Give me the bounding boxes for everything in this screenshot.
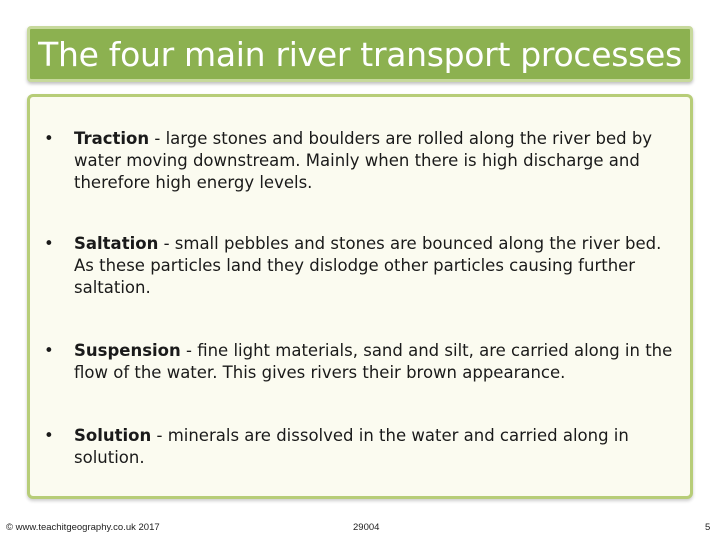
bullet-term: Suspension bbox=[74, 341, 181, 360]
slide-title: The four main river transport processes bbox=[38, 34, 682, 74]
bullet-icon: • bbox=[44, 129, 54, 148]
bullet-description: - large stones and boulders are rolled along the river bed by water moving downstream. Mainly when there is high discharge and therefore high energy levels. bbox=[74, 129, 653, 192]
bullet-term: Traction bbox=[74, 129, 150, 148]
slide-title-banner bbox=[27, 26, 693, 82]
bullet-description: - small pebbles and stones are bounced along the river bed. As these particles land they dislodge other particles causing further saltation. bbox=[74, 234, 662, 297]
footer-copyright: © www.teachitgeography.co.uk 2017 bbox=[6, 522, 160, 533]
content-panel bbox=[27, 94, 693, 499]
footer-code: 29004 bbox=[353, 522, 380, 533]
bullet-text bbox=[74, 425, 674, 469]
bullet-description: - minerals are dissolved in the water and carried along in solution. bbox=[74, 426, 629, 467]
bullet-icon: • bbox=[44, 341, 54, 360]
bullet-text bbox=[74, 233, 674, 299]
bullet-text bbox=[74, 128, 674, 194]
bullet-description: - fine light materials, sand and silt, are carried along in the flow of the water. This gives rivers their brown appearance. bbox=[74, 341, 673, 382]
bullet-term: Solution bbox=[74, 426, 152, 445]
footer-page-number: 5 bbox=[705, 522, 711, 533]
bullet-text bbox=[74, 340, 674, 384]
bullet-term: Saltation bbox=[74, 234, 159, 253]
bullet-icon: • bbox=[44, 426, 54, 445]
bullet-icon: • bbox=[44, 234, 54, 253]
